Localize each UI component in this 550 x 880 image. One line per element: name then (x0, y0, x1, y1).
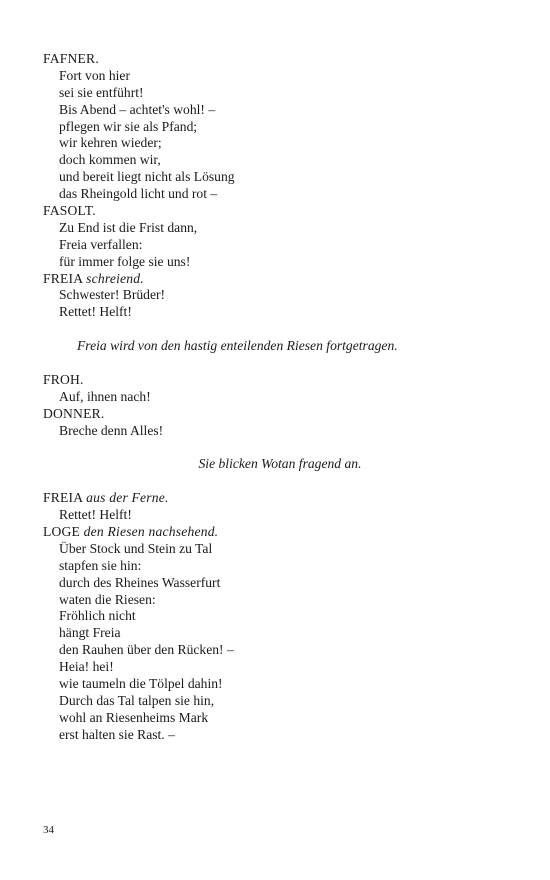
verse-line: Breche denn Alles! (59, 422, 164, 438)
verse-line: Zu End ist die Frist dann, (59, 219, 198, 235)
speaker-name: LOGE (43, 523, 81, 539)
verse-line: Über Stock und Stein zu Tal (59, 540, 213, 556)
verse-line: den Rauhen über den Rücken! – (59, 642, 234, 658)
verse-line: Freia verfallen: (59, 236, 143, 252)
page-number: 34 (43, 824, 54, 836)
verse-line: Fröhlich nicht (59, 608, 136, 624)
blank-line (43, 473, 513, 490)
blank-line (43, 321, 513, 338)
speaker-direction: den Riesen nachsehend. (83, 523, 219, 539)
stage-direction: Freia wird von den hastig enteilenden Riesen fortgetragen. (77, 338, 398, 354)
verse-line: und bereit liegt nicht als Lösung (59, 169, 235, 185)
verse-line: Rettet! Helft! (59, 304, 132, 320)
verse-line: durch des Rheines Wasserfurt (59, 574, 221, 590)
stage-direction-row (43, 456, 513, 473)
speaker-name: FAFNER. (43, 51, 99, 66)
speaker-name: FROH. (43, 371, 84, 387)
verse-line: waten die Riesen: (59, 591, 156, 607)
verse-line: Bis Abend – achtet's wohl! – (59, 101, 216, 117)
verse-line: doch kommen wir, (59, 152, 161, 168)
blank-line (43, 439, 513, 456)
verse-line: stapfen sie hin: (59, 557, 142, 573)
speaker-line (43, 406, 513, 423)
speaker-line (43, 51, 513, 68)
verse-line: Schwester! Brüder! (59, 287, 166, 303)
speaker-name: FREIA (43, 490, 83, 506)
verse-line: das Rheingold licht und rot – (59, 186, 218, 202)
verse-line: für immer folge sie uns! (59, 253, 191, 269)
speaker-name: DONNER. (43, 405, 105, 421)
stage-direction-row (43, 338, 513, 355)
speaker-direction: schreiend. (86, 270, 144, 286)
speaker-line (43, 372, 513, 389)
verse-line: sei sie entführt! (59, 84, 144, 100)
speaker-name: FASOLT. (43, 203, 96, 219)
verse-line: pflegen wir sie als Pfand; (59, 118, 198, 134)
speaker-line (43, 271, 513, 288)
speaker-direction: aus der Ferne. (86, 490, 169, 506)
verse-line: hängt Freia (59, 625, 121, 641)
verse-line: wohl an Riesenheims Mark (59, 709, 209, 725)
verse-line: Auf, ihnen nach! (59, 388, 151, 404)
blank-line (43, 355, 513, 372)
speaker-line (43, 524, 513, 541)
libretto-text (43, 51, 513, 744)
stage-direction: Sie blicken Wotan fragend an. (198, 456, 362, 472)
verse-line: erst halten sie Rast. – (59, 726, 175, 742)
verse-line: Durch das Tal talpen sie hin, (59, 692, 215, 708)
speaker-line (43, 203, 513, 220)
speaker-line (43, 490, 513, 507)
speaker-name: FREIA (43, 270, 83, 286)
verse-line: Heia! hei! (59, 659, 114, 675)
verse-line: Rettet! Helft! (59, 507, 132, 523)
verse-line: wie taumeln die Tölpel dahin! (59, 675, 223, 691)
verse-line: wir kehren wieder; (59, 135, 162, 151)
verse-line: Fort von hier (59, 67, 130, 83)
